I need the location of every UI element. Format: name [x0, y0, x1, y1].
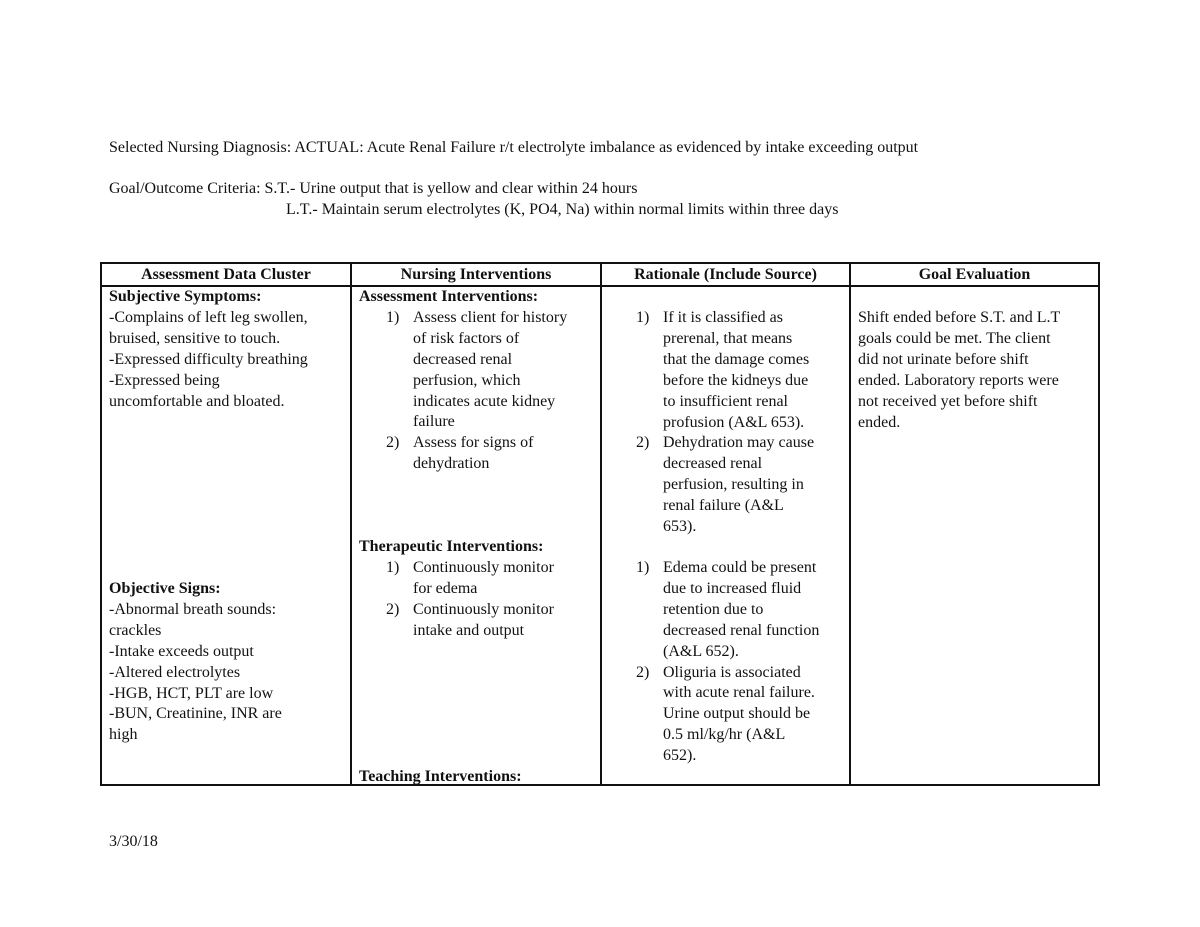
footer-date: 3/30/18 [109, 833, 158, 850]
list-number: 2) [636, 663, 650, 681]
list-number: 1) [636, 559, 650, 576]
header-evaluation: Goal Evaluation [918, 266, 1031, 283]
objective-title: Objective Signs: [109, 580, 221, 597]
list-number: 2) [386, 434, 400, 452]
list-number: 1) [386, 558, 400, 576]
column-divider [600, 264, 602, 784]
subjective-title: Subjective Symptoms: [109, 288, 262, 305]
list-text: Assess client for history of risk factors of decreased renal perfusion, which indicates acute kidney failure [413, 308, 568, 431]
rationale-group-assessment [609, 308, 845, 538]
list-item [359, 558, 595, 600]
list-number: 2) [636, 434, 650, 452]
list-item [359, 600, 595, 642]
assessment-subjective [109, 287, 345, 412]
goal-short-term: Goal/Outcome Criteria: S.T.- Urine output that is yellow and clear within 24 hours [109, 180, 638, 197]
assessment-interventions-title: Assessment Interventions: [359, 288, 539, 305]
assessment-objective [109, 579, 345, 746]
column-divider [350, 264, 352, 784]
list-number: 1) [386, 308, 400, 326]
list-item [359, 308, 595, 433]
therapeutic-interventions-title: Therapeutic Interventions: [359, 538, 544, 555]
list-item [609, 433, 845, 538]
list-number: 1) [636, 309, 650, 326]
therapeutic-interventions-list [359, 558, 595, 642]
list-text: Dehydration may cause decreased renal perfusion, resulting in renal failure (A&L 653). [663, 434, 815, 536]
list-item [609, 663, 845, 768]
objective-text: -Abnormal breath sounds: crackles -Intake exceeds output -Altered electrolytes -HGB, HCT, PLT are low -BUN, Creatinine, INR are high [109, 600, 282, 744]
header-rationale: Rationale (Include Source) [634, 266, 817, 283]
list-text: Continuously monitor intake and output [413, 600, 554, 639]
rationale-list [609, 308, 845, 538]
list-text: Assess for signs of dehydration [413, 434, 534, 473]
assessment-interventions [359, 287, 595, 475]
list-text: Oliguria is associated with acute renal failure. Urine output should be 0.5 ml/kg/hr (A&L 652). [663, 663, 815, 765]
teaching-interventions-title: Teaching Interventions: [359, 768, 522, 785]
list-text: Edema could be present due to increased fluid retention due to decreased renal function (A&L 652). [663, 559, 820, 660]
list-text: Continuously monitor for edema [413, 558, 554, 597]
therapeutic-interventions [359, 537, 595, 642]
list-item [609, 558, 845, 663]
nursing-diagnosis: Selected Nursing Diagnosis: ACTUAL: Acute Renal Failure r/t electrolyte imbalance as evidenced by intake exceeding output [109, 139, 919, 156]
goal-evaluation-text: Shift ended before S.T. and L.T goals could be met. The client did not urinate before shift ended. Laboratory reports were not received yet before shift ended. [858, 309, 1061, 431]
header-interventions: Nursing Interventions [400, 266, 552, 283]
care-plan-table [100, 262, 1100, 786]
goal-long-term: L.T.- Maintain serum electrolytes (K, PO4, Na) within normal limits within three days [286, 201, 839, 218]
list-item [359, 433, 595, 475]
rationale-group-therapeutic [609, 558, 845, 767]
header-assessment: Assessment Data Cluster [141, 266, 311, 283]
rationale-list [609, 558, 845, 767]
list-number: 2) [386, 600, 400, 618]
list-text: If it is classified as prerenal, that means that the damage comes before the kidneys due to insufficient renal profusion (A&L 653). [663, 309, 810, 431]
assessment-interventions-list [359, 308, 595, 475]
list-item [609, 308, 845, 433]
column-divider [849, 264, 851, 784]
subjective-text: -Complains of left leg swollen, bruised, sensitive to touch. -Expressed difficulty breathing -Expressed being uncomfortable and bloated. [109, 308, 308, 410]
